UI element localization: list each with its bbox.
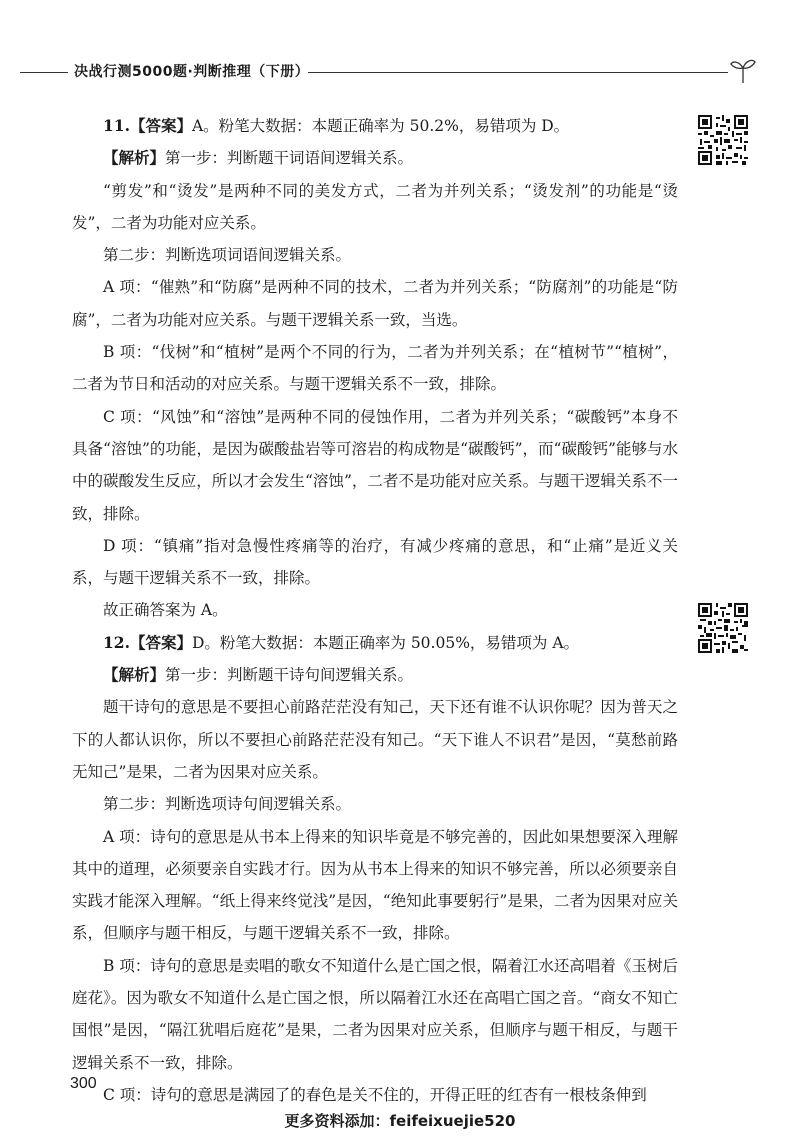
- paragraph: 故正确答案为 A。: [103, 601, 228, 620]
- page-number: 300: [70, 1075, 97, 1092]
- answer-explanations: [72, 110, 678, 1111]
- footer-note: 更多资料添加：feifeixuejie520: [284, 1112, 516, 1130]
- paragraph: C 项：诗句的意思是满园了的春色是关不住的，开得正旺的红杏有一根枝条伸到: [103, 1085, 647, 1104]
- qr-code-icon: [698, 603, 748, 653]
- paragraph: 【解析】第一步：判断题干诗句间逻辑关系。: [103, 665, 414, 685]
- header-rule-left: [20, 72, 68, 73]
- paragraph: A 项：“催熟”和“防腐”是两种不同的技术，二者为并列关系；“防腐剂”的功能是“防腐”，二者为功能对应关系。与题干逻辑关系一致，当选。: [72, 278, 678, 329]
- paragraph: 第二步：判断选项诗句间逻辑关系。: [103, 795, 352, 814]
- paragraph: 【解析】第一步：判断题干词语间逻辑关系。: [103, 148, 414, 168]
- paragraph: 题干诗句的意思是不要担心前路茫茫没有知己，天下还有谁不认识你呢？因为普天之下的人都认识你，所以不要担心前路茫茫没有知己。“天下谁人不识君”是因，“莫愁前路无知己”是果，二者为因果对应关系。: [72, 698, 678, 781]
- paragraph: 12.【答案】D。粉笔大数据：本题正确率为 50.05%，易错项为 A。: [103, 632, 580, 652]
- paragraph: A 项：诗句的意思是从书本上得来的知识毕竟是不够完善的，因此如果想要深入理解其中的道理，必须要亲自实践才行。因为从书本上得来的知识不够完善，所以必须要亲自实践才能深入理解。“纸上得来终觉浅”是因，“绝知此事要躬行”是果，二者为因果对应关系，但顺序与题干相反，与题干逻辑关系不一致，排除。: [72, 827, 678, 943]
- sprout-icon: [728, 55, 758, 85]
- paragraph: C 项：“风蚀”和“溶蚀”是两种不同的侵蚀作用，二者为并列关系；“碳酸钙”本身不具备“溶蚀”的功能，是因为碳酸盐岩等可溶岩的构成物是“碳酸钙”，而“碳酸钙”能够与水中的碳酸发生反应，所以才会发生“溶蚀”，二者不是功能对应关系。与题干逻辑关系不一致，排除。: [72, 407, 678, 523]
- header-rule-right: [308, 72, 728, 73]
- paragraph: B 项：“伐树”和“植树”是两个不同的行为，二者为并列关系；在“植树节”“植树”，二者为节日和活动的对应关系。与题干逻辑关系不一致，排除。: [72, 343, 678, 394]
- paragraph: B 项：诗句的意思是卖唱的歌女不知道什么是亡国之恨，隔着江水还高唱着《玉树后庭花》。因为歌女不知道什么是亡国之恨，所以隔着江水还在高唱亡国之音。“商女不知亡国恨”是因，“隔江犹唱后庭花”是果，二者为因果对应关系，但顺序与题干相反，与题干逻辑关系不一致，排除。: [72, 956, 678, 1072]
- book-title: 决战行测5000题·判断推理（下册）: [74, 64, 310, 80]
- paragraph: “剪发”和“烫发”是两种不同的美发方式，二者为并列关系；“烫发剂”的功能是“烫发”，二者为功能对应关系。: [72, 181, 678, 232]
- running-header: [0, 55, 800, 95]
- paragraph: 11.【答案】A。粉笔大数据：本题正确率为 50.2%，易错项为 D。: [103, 116, 570, 135]
- paragraph: 第二步：判断选项词语间逻辑关系。: [103, 246, 352, 265]
- paragraph: D 项：“镇痛”指对急慢性疼痛等的治疗，有减少疼痛的意思，和“止痛”是近义关系，与题干逻辑关系不一致，排除。: [72, 536, 678, 588]
- qr-code-icon: [698, 115, 748, 165]
